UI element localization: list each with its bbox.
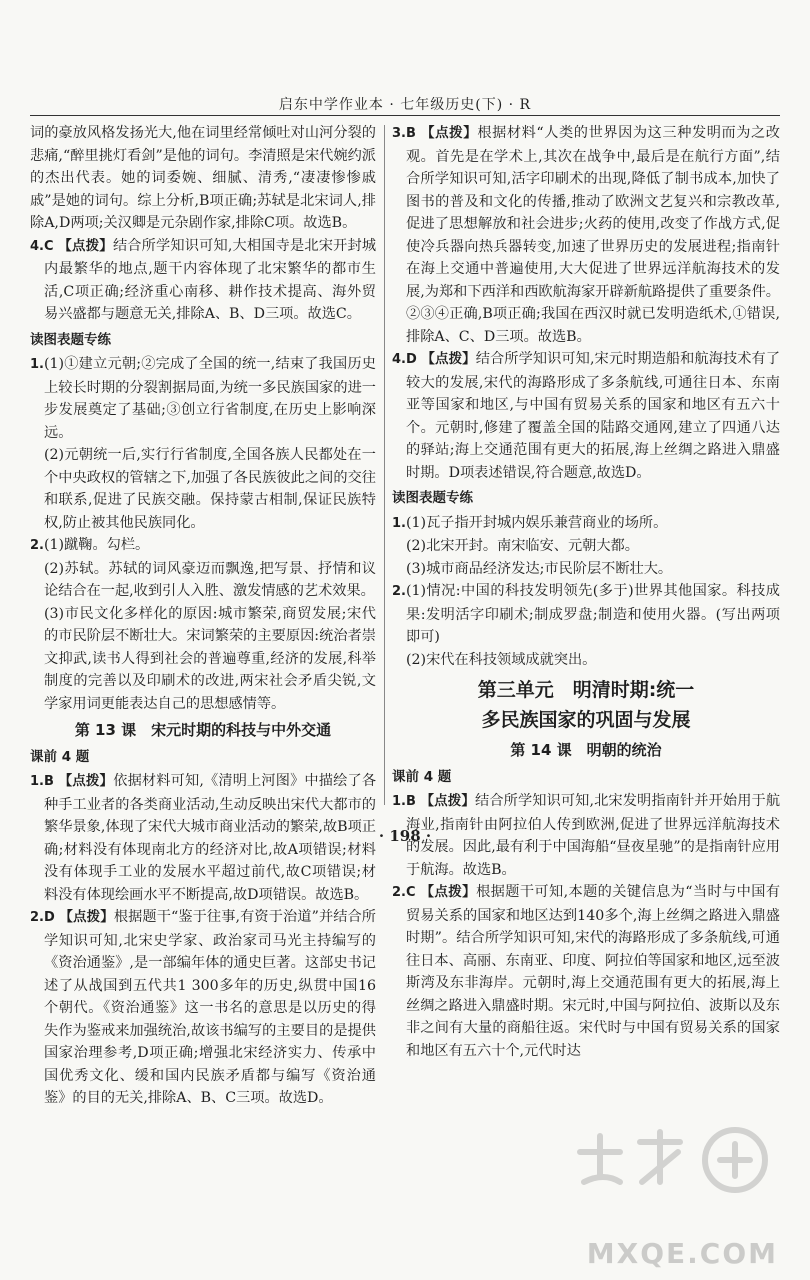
answer-item: 2.(1)蹴鞠。勾栏。 (30, 537, 150, 553)
page-header: 启东中学作业本 · 七年级历史(下) · R (278, 97, 532, 113)
answer-continuation: 词的豪放风格发扬光大,他在词里经常倾吐对山河分裂的悲痛,“醉里挑灯看剑”是他的词句。李清照是宋代婉约派的杰出代表。她的词委婉、细腻、清秀,“凄凄惨惨戚戚”是她的词句。综上分析,B项正确;苏轼是北宋词人,排除A,D两项;关汉卿是元杂剧作家,排除C项。故选B。 (30, 125, 376, 231)
unit-title-line2: 多民族国家的巩固与发展 (481, 709, 691, 731)
answer-sub: (3)市民文化多样化的原因:城市繁荣,商贸发展;宋代的市民阶层不断壮大。宋词繁荣的主要原因:统治者崇文抑武,读书人得到社会的普遍尊重,经济的发展,科举制度的完善以及印刷术的改进,两宋社会矛盾尖锐,文学家用词更能表达自己的思想感情等。 (44, 605, 376, 712)
answer-item: 2.(1)情况:中国的科技发明领先(多于)世界其他国家。科技成果:发明活字印刷术;制成罗盘;制造和使用火器。(写出两项即可) (392, 583, 780, 645)
watermark-url: MXQE.COM (586, 1237, 778, 1270)
section-heading: 课前 4 题 (30, 748, 90, 765)
answer-item: 3.B 【点拨】根据材料“人类的世界因为这三种发明而为之改观。首先是在学术上,其次在战争中,最后是在航行方面”,结合所学知识可知,活字印刷术的出现,降低了制书成本,加快了图书的普及和文化的传播,推动了欧洲文艺复兴和宗教改革,促进了思想解放和社会进步;火药的使用,改变了作战方式,促使冷兵器向热兵器转变,加速了世界历史的发展进程;指南针在海上交通中普遍使用,大大促进了世界远洋航海技术的发展,为郑和下西洋和西欧航海家开辟新航路提供了重要条件。②③④正确,B项正确;我国在西汉时就已发明造纸术,①错误,排除A、C、D三项。故选B。 (392, 125, 780, 345)
lesson-title: 第 13 课 宋元时期的科技与中外交通 (74, 721, 332, 739)
right-column (392, 122, 780, 1062)
page-number: · 198 · (378, 827, 432, 845)
section-heading: 课前 4 题 (392, 768, 452, 785)
answer-item: 2.C 【点拨】根据题干可知,本题的关键信息为“当时与中国有贸易关系的国家和地区达到140多个,海上丝绸之路进入鼎盛时期”。结合所学知识可知,宋代的海路形成了多条航线,可通往日本、高丽、东南亚、印度、阿拉伯等国家和地区,远至波斯湾及东非海岸。元朝时,海上交通范围有更大的拓展,海上丝绸之路进入鼎盛时期。宋元时,中国与阿拉伯、波斯以及东非之间有大量的商船往返。宋代时与中国有贸易关系的国家和地区有五六十个,元代时达 (392, 884, 781, 1059)
lesson-title: 第 14 课 明朝的统治 (510, 741, 662, 759)
section-heading: 读图表题专练 (30, 331, 111, 348)
answer-item: 2.D 【点拨】根据题干“鉴于往事,有资于治道”并结合所学知识可知,北宋史学家、政治家司马光主持编写的《资治通鉴》,是一部编年体的通史巨著。这部史书记述了从战国到五代共1 300多年的历史,纵贯中国16个朝代。《资治通鉴》这一书名的意思是以历史的得失作为鉴戒来加强统治,故该书编写的主要目的是提供国家治理参考,D项正确;增强北宋经济实力、传承中国优秀文化、缓和国内民族矛盾都与编写《资治通鉴》的目的无关,排除A、B、C三项。故选D。 (30, 909, 376, 1106)
answer-item: 4.C 【点拨】结合所学知识可知,大相国寺是北宋开封城内最繁华的地点,题干内容体现了北宋繁华的都市生活,C项正确;经济重心南移、耕作技术提高、海外贸易兴盛都与题意无关,排除A、B、D三项。故选C。 (30, 237, 377, 322)
answer-item: 1.(1)瓦子指开封城内娱乐兼营商业的场所。 (392, 514, 668, 531)
answer-sub: (3)城市商品经济发达;市民阶层不断壮大。 (406, 560, 673, 577)
answer-sub: (2)宋代在科技领域成就突出。 (406, 651, 597, 668)
column-divider (384, 125, 385, 805)
answer-item: 4.D 【点拨】结合所学知识可知,宋元时期造船和航海技术有了较大的发展,宋代的海路形成了多条航线,可通往日本、东南亚等国家和地区,与中国有贸易关系的国家和地区有五六十个。元朝时,修建了覆盖全国的陆路交通网,建立了四通八达的驿站;海上交通范围有更大的拓展,海上丝绸之路进入鼎盛时期。D项表述错误,符合题意,故选D。 (392, 351, 781, 481)
answer-item: 1.(1)①建立元朝;②完成了全国的统一,结束了我国历史上较长时期的分裂割据局面,为统一多民族国家的进一步发展奠定了基础;③创立行省制度,在历史上影响深远。 (30, 356, 376, 441)
unit-title-line1: 第三单元 明清时期:统一 (477, 679, 695, 701)
answer-item: 1.B 【点拨】依据材料可知,《清明上河图》中描绘了各种手工业者的各类商业活动,生动反映出宋代大都市的繁华景象,体现了宋代大城市商业活动的繁荣,故B项正确;材料没有体现南北方的经济对比,故A项错误;材料没有体现手工业的发展水平超过前代,故C项错误;材料没有体现绘画水平不断提高,故D项错误。故选B。 (30, 773, 377, 903)
section-heading: 读图表题专练 (392, 490, 473, 506)
watermark-logo (570, 1122, 780, 1242)
left-column (30, 122, 376, 1110)
answer-sub: (2)北宋开封。南宋临安、元朝大都。 (406, 538, 639, 554)
answer-item: 1.B 【点拨】结合所学知识可知,北宋发明指南针并开始用于航海业,指南针由阿拉伯人传到欧洲,促进了世界远洋航海技术的发展。因此,最有利于中国海船“昼夜星驰”的是指南针应用于航海。故选B。 (392, 793, 781, 878)
answer-sub: (2)苏轼。苏轼的词风豪迈而飘逸,把写景、抒情和议论结合在一起,收到引人入胜、激发情感的艺术效果。 (44, 560, 376, 599)
header-rule (30, 115, 780, 116)
answer-sub: (2)元朝统一后,实行行省制度,全国各族人民都处在一个中央政权的管辖之下,加强了各民族彼此之间的交往和联系,促进了民族交融。保持蒙古相制,保证民族特权,防止被其他民族同化。 (44, 447, 376, 531)
